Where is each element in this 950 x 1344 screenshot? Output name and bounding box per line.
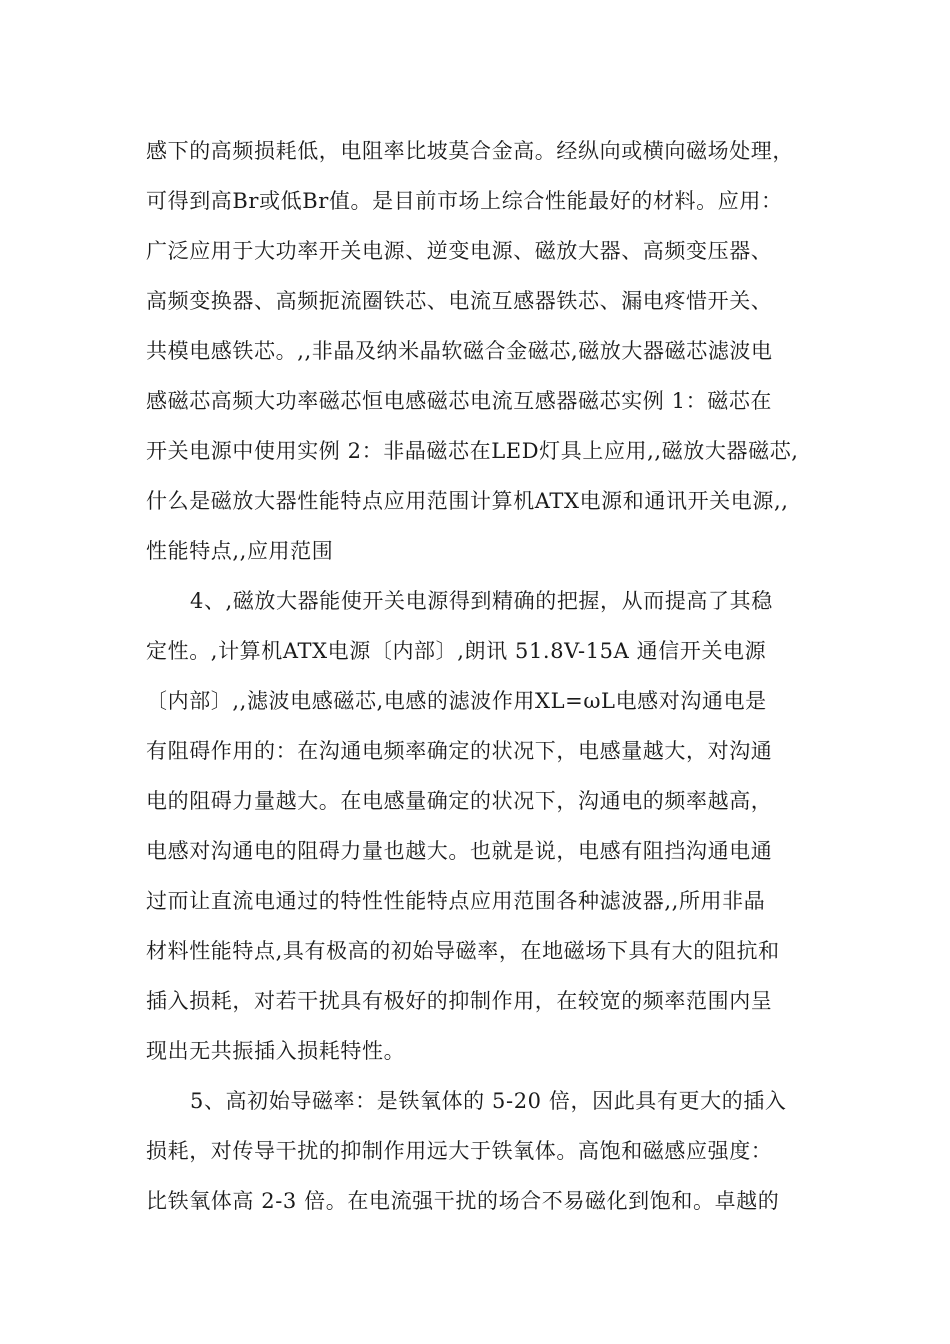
text-line: 有阻碍作用的：在沟通电频率确定的状况下，电感量越大，对沟通	[146, 739, 773, 763]
text-line: 定性。,计算机ATX电源〔内部〕,朗讯 51.8V-15A 通信开关电源	[146, 639, 767, 663]
text-line: 开关电源中使用实例 2：非晶磁芯在LED灯具上应用,,磁放大器磁芯,	[146, 439, 799, 463]
text-line: 损耗，对传导干扰的抑制作用远大于铁氧体。高饱和磁感应强度：	[146, 1139, 773, 1163]
text-line: 共模电感铁芯。,,非晶及纳米晶软磁合金磁芯,磁放大器磁芯滤波电	[146, 339, 773, 363]
text-line: 可得到高Br或低Br值。是目前市场上综合性能最好的材料。应用：	[146, 189, 783, 213]
text-line: 什么是磁放大器性能特点应用范围计算机ATX电源和通讯开关电源,,	[146, 489, 789, 513]
text-line: 过而让直流电通过的特性性能特点应用范围各种滤波器,,所用非晶	[146, 889, 766, 913]
text-line: 感下的高频损耗低，电阻率比坡莫合金高。经纵向或横向磁场处理，	[146, 139, 794, 163]
text-line: 性能特点,,应用范围	[146, 539, 334, 563]
text-line: 〔内部〕,,滤波电感磁芯,电感的滤波作用XL=ωL电感对沟通电是	[146, 689, 767, 713]
paragraph-first-line: 5、高初始导磁率：是铁氧体的 5-20 倍，因此具有更大的插入	[190, 1089, 787, 1113]
text-line: 感磁芯高频大功率磁芯恒电感磁芯电流互感器磁芯实例 1：磁芯在	[146, 389, 773, 413]
paragraph-first-line: 4、,磁放大器能使开关电源得到精确的把握，从而提高了其稳	[190, 589, 773, 613]
text-line: 广泛应用于大功率开关电源、逆变电源、磁放大器、高频变压器、	[146, 239, 773, 263]
text-line: 高频变换器、高频扼流圈铁芯、电流互感器铁芯、漏电疼惜开关、	[146, 289, 773, 313]
text-line: 电感对沟通电的阻碍力量也越大。也就是说，电感有阻挡沟通电通	[146, 839, 773, 863]
text-line: 现出无共振插入损耗特性。	[146, 1039, 406, 1063]
text-line: 电的阻碍力量越大。在电感量确定的状况下，沟通电的频率越高，	[146, 789, 773, 813]
text-line: 插入损耗，对若干扰具有极好的抑制作用，在较宽的频率范围内呈	[146, 989, 773, 1013]
text-line: 材料性能特点,具有极高的初始导磁率，在地磁场下具有大的阻抗和	[146, 939, 780, 963]
text-line: 比铁氧体高 2-3 倍。在电流强干扰的场合不易磁化到饱和。卓越的	[146, 1189, 780, 1213]
